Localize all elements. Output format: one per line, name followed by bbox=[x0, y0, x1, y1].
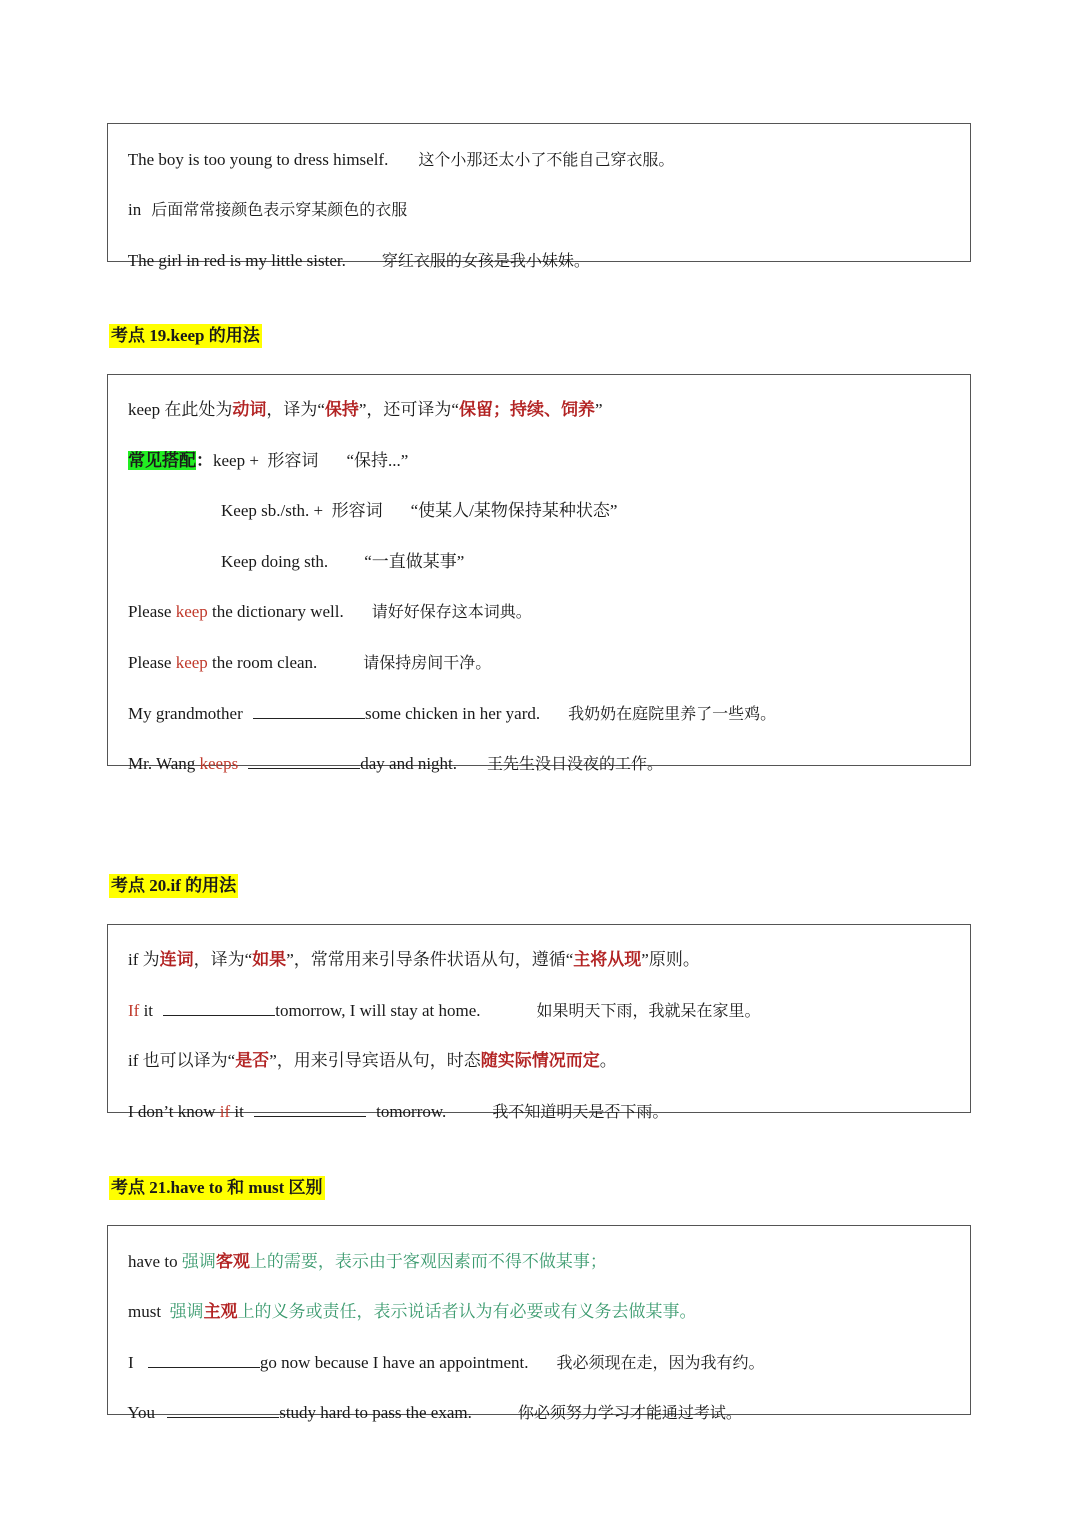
pattern: keep + 形容词 bbox=[213, 451, 319, 470]
exercise-line bbox=[111, 731, 663, 797]
chinese-translation: 这个小那还太小了不能自己穿衣服。 bbox=[418, 150, 675, 169]
text: 。 bbox=[599, 1051, 617, 1070]
english-sentence: The boy is too young to dress himself. bbox=[127, 150, 389, 169]
example-box-dress bbox=[107, 123, 971, 270]
note-text: 后面常常接颜色表示穿某颜色的衣服 bbox=[151, 200, 408, 219]
section-box-if bbox=[107, 924, 971, 1121]
fill-in-blank[interactable] bbox=[167, 1402, 279, 1418]
text: tomorrow, I will stay at home. bbox=[275, 1001, 481, 1020]
text: study hard to pass the exam. bbox=[279, 1403, 472, 1422]
pattern-meaning: “使某人/某物保持某种状态” bbox=[410, 501, 618, 520]
keyword-red: keep bbox=[175, 602, 208, 621]
text: go now because I have an appointment. bbox=[259, 1353, 529, 1372]
text: My grandmother bbox=[128, 704, 247, 723]
note-keyword: in bbox=[128, 200, 142, 219]
keyword-red: 连词 bbox=[159, 950, 194, 969]
keyword-red: If bbox=[128, 1001, 140, 1020]
chinese-translation: 请保持房间干净。 bbox=[363, 653, 492, 672]
keyword-red: 主将从现 bbox=[573, 950, 642, 969]
section-heading-19: 考点 19.keep 的用法 bbox=[109, 324, 262, 348]
collocation-label: 常见搭配 bbox=[128, 451, 196, 470]
text: ”原则。 bbox=[641, 950, 700, 969]
example-line bbox=[111, 228, 590, 294]
text: You bbox=[127, 1403, 160, 1422]
text-green: 强调 bbox=[169, 1302, 204, 1321]
exercise-line bbox=[111, 1079, 668, 1145]
text: the room clean. bbox=[207, 653, 318, 672]
keyword-red: keeps bbox=[199, 754, 239, 773]
english-sentence: The girl in red is my little sister. bbox=[127, 251, 346, 270]
text: the dictionary well. bbox=[207, 602, 344, 621]
fill-in-blank[interactable] bbox=[253, 703, 365, 719]
chinese-translation: 你必须努力学习才能通过考试。 bbox=[517, 1403, 742, 1422]
text: ”，常常用来引导条件状语从句，遵循“ bbox=[286, 950, 574, 969]
chinese-translation: 请好好保存这本词典。 bbox=[371, 602, 532, 621]
text: Please bbox=[128, 602, 176, 621]
text: must bbox=[128, 1302, 170, 1321]
chinese-translation: 穿红衣服的女孩是我小妹妹。 bbox=[381, 251, 590, 270]
text-green: 上的义务或责任，表示说话者认为有必要或有义务去做某事。 bbox=[237, 1302, 697, 1321]
keyword-red: 主观 bbox=[203, 1302, 238, 1321]
text: day and night. bbox=[360, 754, 458, 773]
chinese-translation: 我不知道明天是否下雨。 bbox=[492, 1102, 669, 1121]
text: ： bbox=[196, 451, 213, 470]
keyword-red: 是否 bbox=[235, 1051, 270, 1070]
text: I bbox=[128, 1353, 138, 1372]
section-heading-21: 考点 21.have to 和 must 区别 bbox=[109, 1176, 325, 1200]
keyword-red: 客观 bbox=[215, 1252, 250, 1271]
text: have to bbox=[128, 1252, 182, 1271]
text: ”，用来引导宾语从句，时态 bbox=[269, 1051, 481, 1070]
section-box-have-to-must bbox=[107, 1225, 971, 1422]
chinese-translation: 我必须现在走，因为我有约。 bbox=[556, 1353, 765, 1372]
text: Please bbox=[128, 653, 176, 672]
text: it bbox=[139, 1001, 158, 1020]
keyword-red: keep bbox=[175, 653, 208, 672]
text: tomorrow. bbox=[376, 1102, 447, 1121]
chinese-translation: 如果明天下雨，我就呆在家里。 bbox=[536, 1001, 761, 1020]
section-box-keep bbox=[107, 374, 971, 773]
text: ”，还可译为“ bbox=[358, 400, 459, 419]
text: ，译为“ bbox=[193, 950, 253, 969]
text: if 为 bbox=[128, 950, 160, 969]
keyword-red: 如果 bbox=[252, 950, 287, 969]
keyword-red: 保留；持续、饲养 bbox=[458, 400, 595, 419]
text-green: 上的需要，表示由于客观因素而不得不做某事； bbox=[249, 1252, 607, 1271]
fill-in-blank[interactable] bbox=[163, 1000, 275, 1016]
keyword-red: 动词 bbox=[232, 400, 267, 419]
text: Mr. Wang bbox=[128, 754, 200, 773]
pattern-meaning: “保持...” bbox=[346, 451, 409, 470]
text: ” bbox=[594, 400, 603, 419]
chinese-translation: 王先生没日没夜的工作。 bbox=[487, 754, 664, 773]
fill-in-blank[interactable] bbox=[148, 1352, 260, 1368]
text: ，译为“ bbox=[266, 400, 325, 419]
keyword-red: if bbox=[219, 1102, 231, 1121]
text-green: 强调 bbox=[181, 1252, 216, 1271]
section-heading-20: 考点 20.if 的用法 bbox=[109, 874, 238, 898]
pattern-meaning: “一直做某事” bbox=[364, 552, 465, 571]
keyword-red: 保持 bbox=[324, 400, 359, 419]
fill-in-blank[interactable] bbox=[254, 1101, 366, 1117]
keyword-red: 随实际情况而定 bbox=[480, 1051, 600, 1070]
pattern: Keep sb./sth. + 形容词 bbox=[221, 501, 383, 520]
pattern: Keep doing sth. bbox=[221, 552, 329, 571]
text: if 也可以译为“ bbox=[128, 1051, 236, 1070]
exercise-line bbox=[111, 1380, 742, 1446]
text: some chicken in her yard. bbox=[364, 704, 541, 723]
chinese-translation: 我奶奶在庭院里养了一些鸡。 bbox=[568, 704, 777, 723]
fill-in-blank[interactable] bbox=[248, 753, 360, 769]
text: keep 在此处为 bbox=[128, 400, 233, 419]
text: it bbox=[230, 1102, 249, 1121]
text: I don’t know bbox=[128, 1102, 220, 1121]
